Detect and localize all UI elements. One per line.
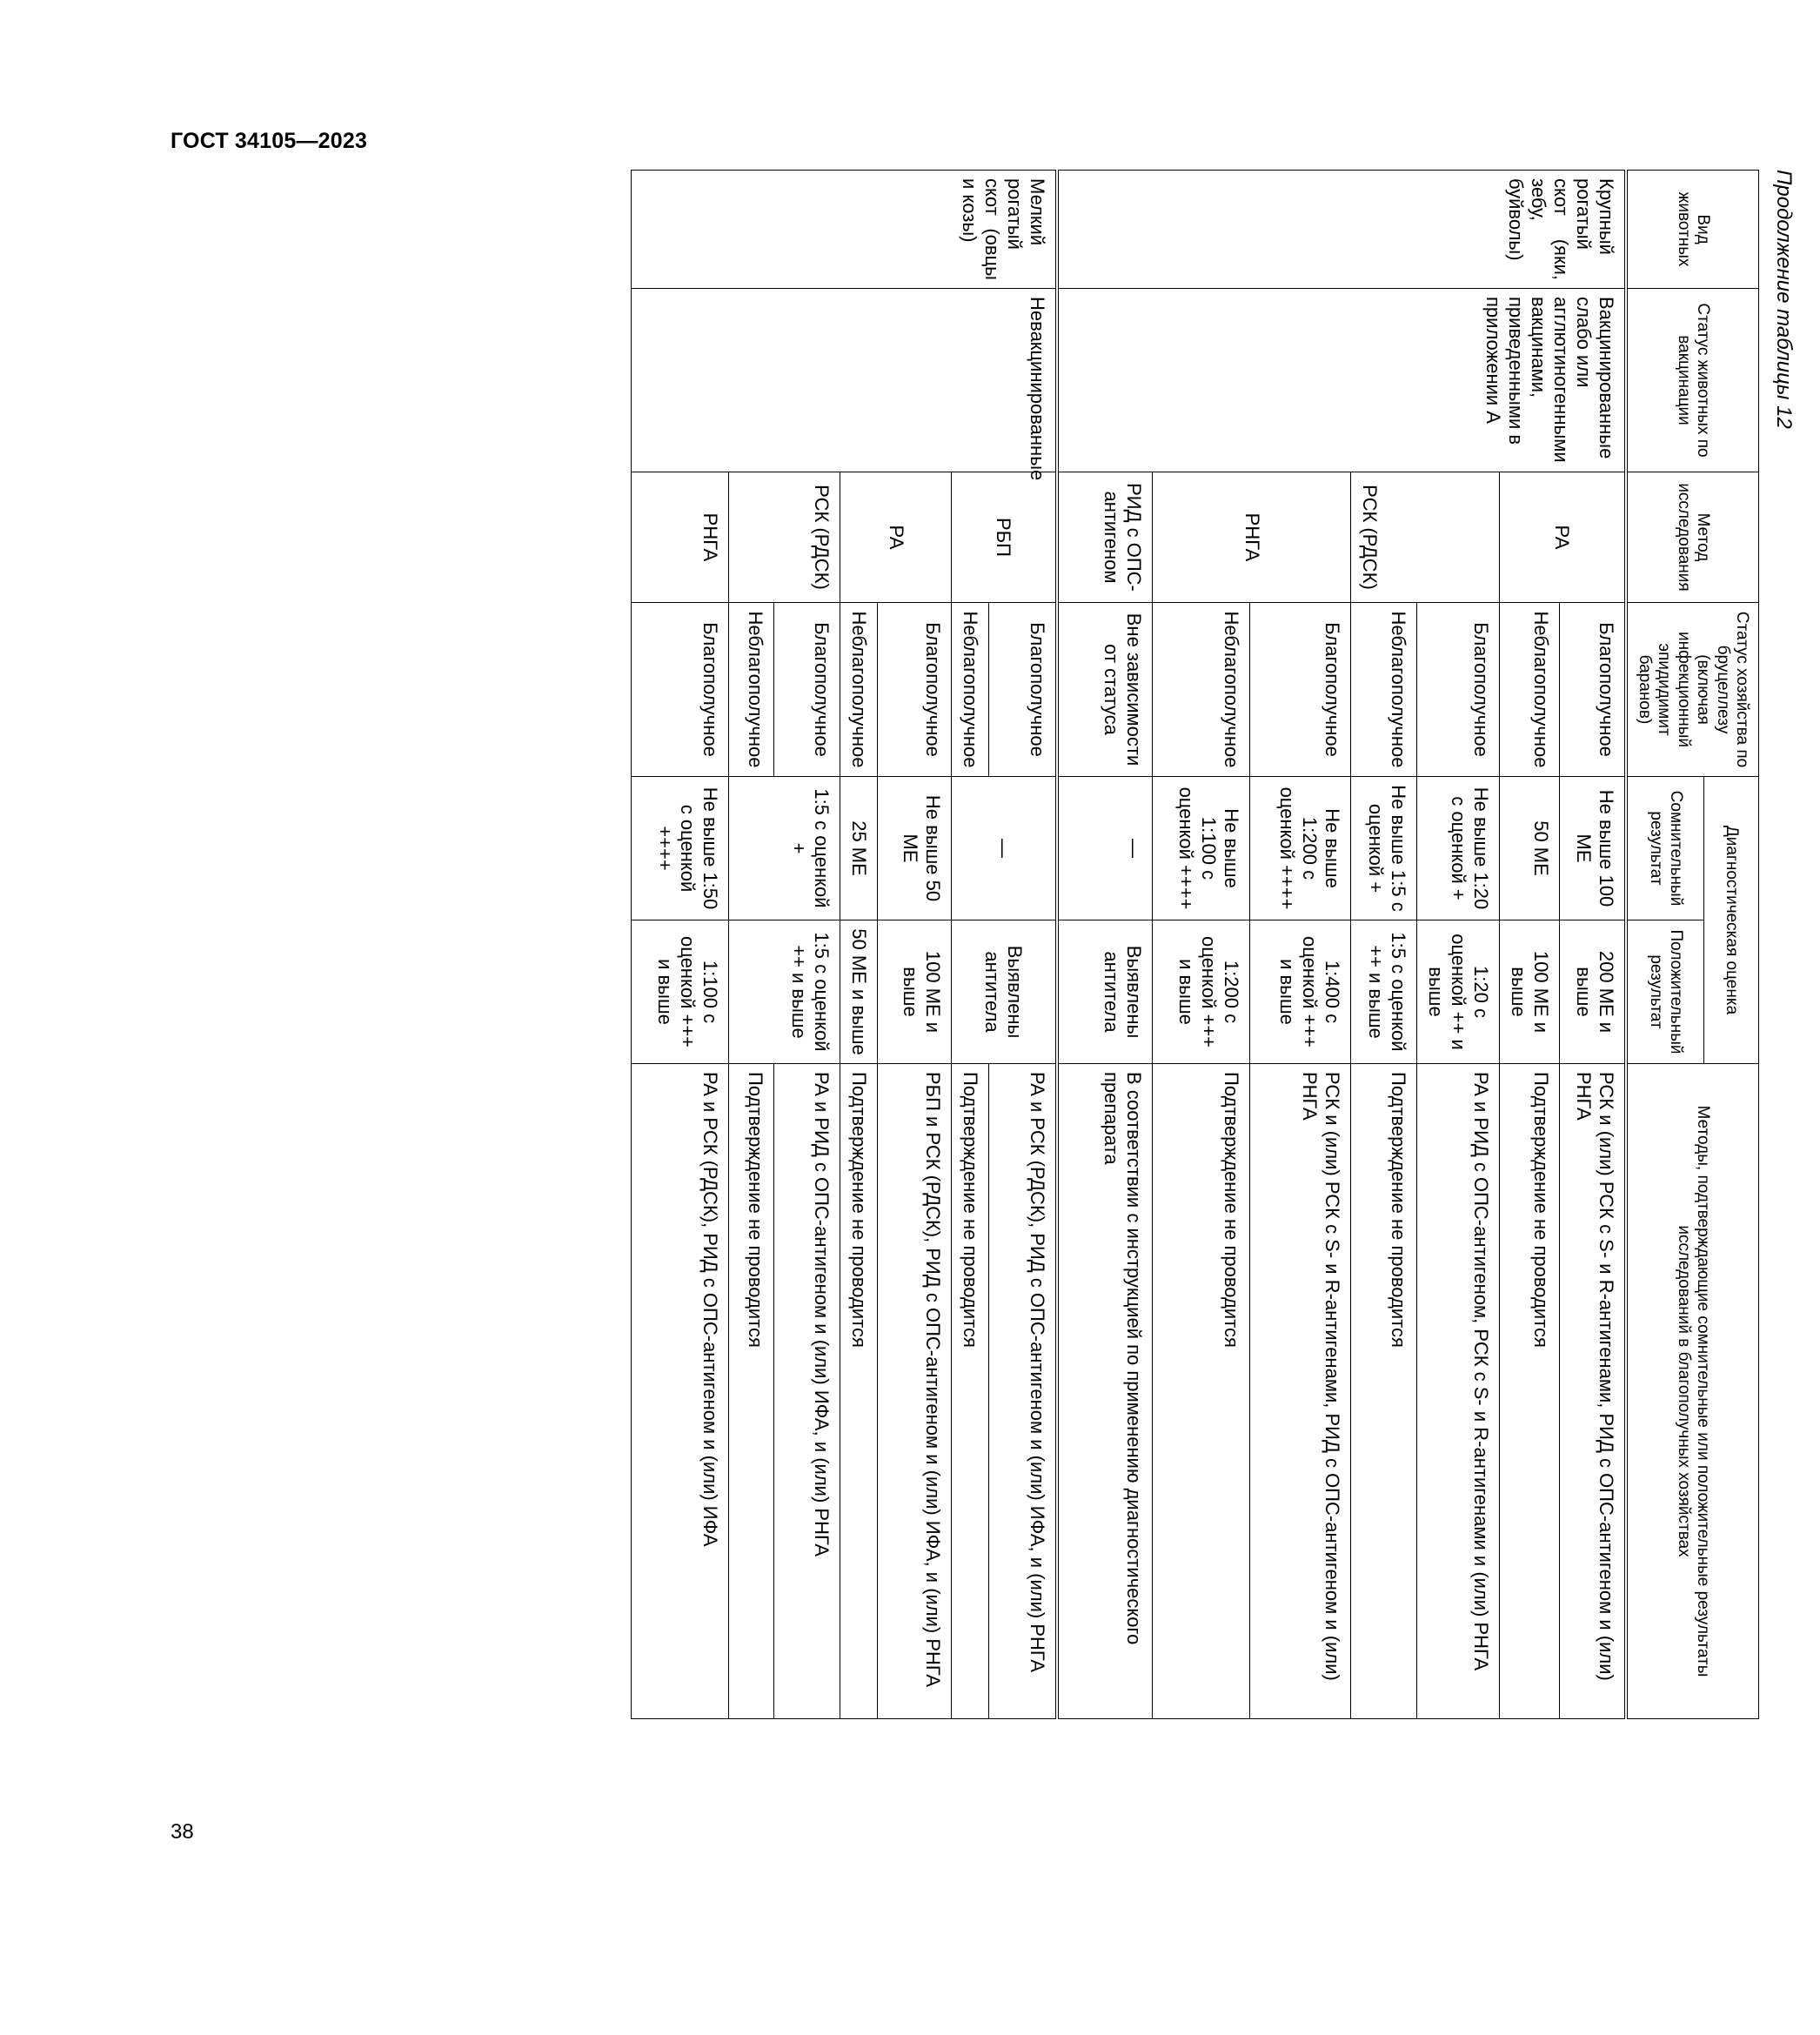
cell-farm-status: Вне зависимости от статуса — [1057, 603, 1153, 777]
cell-species: Мелкий рогатый скот (овцы и козы) — [632, 171, 1057, 289]
cell-confirmation: В соответствии с инструкцией по применению диагностического препарата — [1057, 1064, 1153, 1719]
cell-method: РНГА — [632, 472, 729, 603]
rotated-table-area — [654, 170, 1820, 1718]
cell-confirmation: Подтверждение не проводится — [729, 1064, 774, 1719]
cell-doubtful: Не выше 1:20 с оценкой + — [1417, 777, 1500, 920]
cell-positive: 1:5 с оценкой ++ и выше — [1351, 920, 1417, 1064]
cell-positive: 1:200 с оценкой +++ и выше — [1153, 920, 1250, 1064]
page-number: 38 — [171, 1820, 194, 1844]
cell-farm-status: Неблагополучное — [729, 603, 774, 777]
cell-doubtful: 1:5 с оценкой + — [729, 777, 840, 920]
cell-vaccination: Невакцинированные — [632, 289, 1057, 472]
cell-doubtful: 25 МЕ — [840, 777, 878, 920]
header-doubtful: Сомнительный результат — [1626, 777, 1704, 920]
cell-farm-status: Благополучное — [774, 603, 840, 777]
cell-positive: 100 МЕ и выше — [1500, 920, 1560, 1064]
cell-confirmation: Подтверждение не проводится — [1500, 1064, 1560, 1719]
table-row — [1560, 171, 1626, 1719]
header-method: Метод исследования — [1626, 472, 1759, 603]
cell-farm-status: Неблагополучное — [952, 603, 989, 777]
cell-confirmation: РБП и РСК (РДСК), РИД с ОПС-антигеном и (или) ИФА, и (или) РНГА — [878, 1064, 952, 1719]
cell-positive: 1:100 с оценкой +++ и выше — [632, 920, 729, 1064]
cell-farm-status: Благополучное — [1417, 603, 1500, 777]
cell-farm-status: Благополучное — [1560, 603, 1626, 777]
cell-method: РА — [1500, 472, 1626, 603]
cell-farm-status: Благополучное — [878, 603, 952, 777]
cell-farm-status: Неблагополучное — [840, 603, 878, 777]
cell-method: РНГА — [1153, 472, 1351, 603]
cell-farm-status: Благополучное — [1250, 603, 1351, 777]
cell-method: РСК (РДСК) — [1351, 472, 1500, 603]
cell-species: Крупный рогатый скот (яки, зебу, буйволы) — [1057, 171, 1626, 289]
header-farm-status: Статус хозяйства по бруцеллезу (включая инфекционный эпидидимит баранов) — [1626, 603, 1759, 777]
cell-doubtful: Не выше 1:100 с оценкой ++++ — [1153, 777, 1250, 920]
cell-farm-status: Благополучное — [632, 603, 729, 777]
cell-positive: Выявлены антитела — [952, 920, 1057, 1064]
cell-confirmation: Подтверждение не проводится — [952, 1064, 989, 1719]
cell-confirmation: РА и РИД с ОПС-антигеном, РСК с S- и R-антигенами и (или) РНГА — [1417, 1064, 1500, 1719]
cell-positive: 50 МЕ и выше — [840, 920, 878, 1064]
cell-farm-status: Неблагополучное — [1153, 603, 1250, 777]
cell-confirmation: Подтверждение не проводится — [840, 1064, 878, 1719]
cell-confirmation: РСК и (или) РСК с S- и R-антигенами, РИД с ОПС-антигеном и (или) РНГА — [1560, 1064, 1626, 1719]
cell-method: РБП — [952, 472, 1057, 603]
cell-method: РА — [840, 472, 952, 603]
cell-confirmation: РА и РИД с ОПС-антигеном и (или) ИФА, и (или) РНГА — [774, 1064, 840, 1719]
cell-positive: 1:400 с оценкой +++ и выше — [1250, 920, 1351, 1064]
cell-positive: 200 МЕ и выше — [1560, 920, 1626, 1064]
cell-positive: 100 МЕ и выше — [878, 920, 952, 1064]
cell-method: РСК (РДСК) — [729, 472, 840, 603]
header-species: Вид животных — [1626, 171, 1759, 289]
diagnostic-table — [631, 170, 1759, 1719]
cell-doubtful: — — [1057, 777, 1153, 920]
cell-positive: 1:20 с оценкой ++ и выше — [1417, 920, 1500, 1064]
cell-doubtful: Не выше 100 МЕ — [1560, 777, 1626, 920]
cell-confirmation: РА и РСК (РДСК), РИД с ОПС-антигеном и (или) ИФА — [632, 1064, 729, 1719]
cell-positive: 1:5 с оценкой ++ и выше — [729, 920, 840, 1064]
cell-confirmation: Подтверждение не проводится — [1153, 1064, 1250, 1719]
cell-confirmation: Подтверждение не проводится — [1351, 1064, 1417, 1719]
header-positive: Положительный результат — [1626, 920, 1704, 1064]
cell-farm-status: Неблагополучное — [1351, 603, 1417, 777]
cell-doubtful: Не выше 50 МЕ — [878, 777, 952, 920]
cell-doubtful: — — [952, 777, 1057, 920]
cell-confirmation: РСК и (или) РСК с S- и R-антигенами, РИД с ОПС-антигеном и (или) РНГА — [1250, 1064, 1351, 1719]
cell-farm-status: Неблагополучное — [1500, 603, 1560, 777]
cell-doubtful: Не выше 1:200 с оценкой ++++ — [1250, 777, 1351, 920]
cell-method: РИД с ОПС-антигеном — [1057, 472, 1153, 603]
cell-doubtful: Не выше 1:5 с оценкой + — [1351, 777, 1417, 920]
table-caption: Продолжение таблицы 12 — [1772, 170, 1796, 429]
cell-confirmation: РА и РСК (РДСК), РИД с ОПС-антигеном и (или) ИФА, и (или) РНГА — [989, 1064, 1057, 1719]
cell-positive: Выявлены антитела — [1057, 920, 1153, 1064]
cell-doubtful: 50 МЕ — [1500, 777, 1560, 920]
header-confirmation-methods: Методы, подтверждающие сомнительные или положительные результаты исследований в благополучных хозяйствах — [1626, 1064, 1759, 1719]
cell-doubtful: Не выше 1:50 с оценкой ++++ — [632, 777, 729, 920]
header-vaccination-status: Статус животных по вакцинации — [1626, 289, 1759, 472]
header-diagnostic-assessment: Диагностическая оценка — [1704, 777, 1759, 1064]
table-row — [989, 171, 1057, 1719]
cell-farm-status: Благополучное — [989, 603, 1057, 777]
cell-vaccination: Вакцинированные слабо или агглютиногенными вакцинами, приведенными в приложении А — [1057, 289, 1626, 472]
standard-code: ГОСТ 34105—2023 — [171, 129, 368, 153]
